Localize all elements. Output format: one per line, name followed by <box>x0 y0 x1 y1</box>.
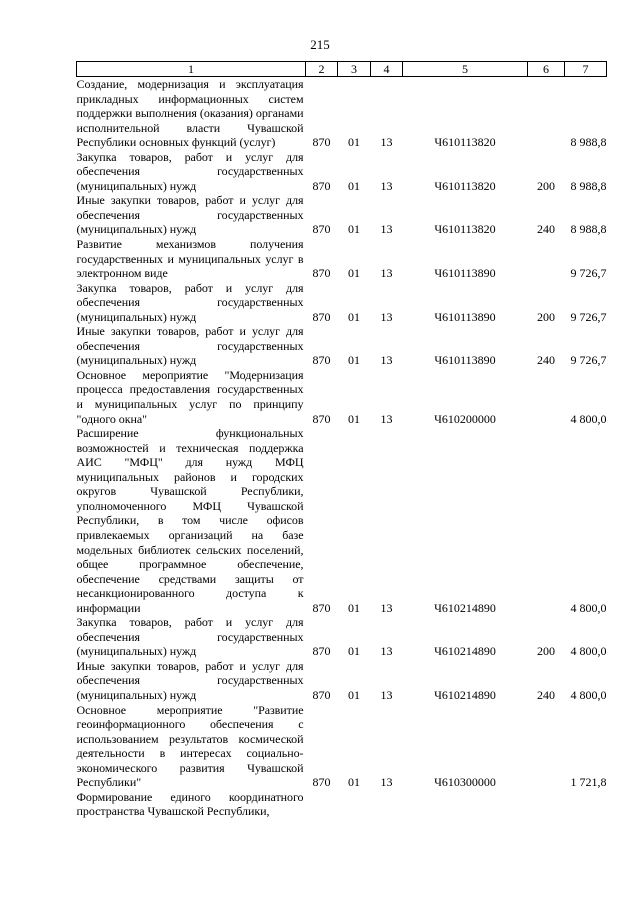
cell-col-4: 13 <box>380 411 393 426</box>
cell-col-2 <box>306 790 338 819</box>
cell-col-2: 870 <box>312 222 331 237</box>
cell-col-3: 01 <box>348 135 360 150</box>
cell-col-3: 01 <box>348 775 360 790</box>
cell-col-4: 13 <box>380 644 393 659</box>
table-body <box>77 77 607 819</box>
column-header-3: 3 <box>338 62 371 77</box>
table-row <box>77 790 607 819</box>
column-header-2: 2 <box>306 62 338 77</box>
cell-col-6: 200 <box>537 178 555 193</box>
row-name: Закупка товаров, работ и услуг для обеспечения государственных (муниципальных) нужд <box>76 280 304 324</box>
cell-col-3 <box>338 790 371 819</box>
cell-col-5: Ч610113820 <box>434 222 496 237</box>
cell-col-2: 870 <box>312 687 331 702</box>
cell-col-5: Ч610200000 <box>434 411 496 426</box>
row-name: Расширение функциональных возможностей и техническая поддержка АИС "МФЦ" для нужд МФЦ муниципальных районов и городских округов Чувашской Республики, уполномоченного МФЦ Чувашской Республики, в том числе офисов привлекаемых организаций на базе модельных библиотек сельских поселений, общее программное обеспечение, обеспечение средствами защиты от несанкционированного доступа к информации <box>76 426 304 615</box>
table-row <box>77 324 607 368</box>
row-name: Создание, модернизация и эксплуатация прикладных информационных систем поддержки выполнения (оказания) органами исполнительной власти Чувашской Республики основных функций (услуг) <box>76 77 304 150</box>
cell-col-2: 870 <box>312 135 331 150</box>
cell-col-6 <box>528 790 565 819</box>
cell-col-7 <box>565 790 607 819</box>
cell-col-5: Ч610113820 <box>434 135 496 150</box>
cell-col-5: Ч610214890 <box>434 644 496 659</box>
cell-col-5 <box>403 790 528 819</box>
cell-col-3: 01 <box>348 178 360 193</box>
cell-col-5: Ч610214890 <box>434 600 496 615</box>
row-name: Основное мероприятие "Модернизация процесса предоставления государственных и муниципальных услуг по принципу "одного окна" <box>76 367 304 426</box>
table-row <box>77 237 607 281</box>
cell-col-6: 240 <box>537 353 555 368</box>
cell-col-2: 870 <box>312 178 331 193</box>
cell-col-4: 13 <box>380 266 393 281</box>
table-row <box>77 150 607 194</box>
cell-col-3: 01 <box>348 600 360 615</box>
row-name: Иные закупки товаров, работ и услуг для обеспечения государственных (муниципальных) нужд <box>76 324 304 368</box>
cell-col-2: 870 <box>312 353 331 368</box>
cell-col-7: 8 988,8 <box>570 178 607 193</box>
cell-col-7: 4 800,0 <box>570 411 607 426</box>
cell-col-4: 13 <box>380 353 393 368</box>
cell-col-5: Ч610214890 <box>434 687 496 702</box>
column-header-6: 6 <box>528 62 565 77</box>
table-row <box>77 193 607 237</box>
cell-col-6 <box>528 703 565 790</box>
row-name: Закупка товаров, работ и услуг для обеспечения государственных (муниципальных) нужд <box>76 149 304 193</box>
cell-col-6 <box>528 368 565 426</box>
cell-col-4: 13 <box>380 135 393 150</box>
page-number: 215 <box>310 37 330 52</box>
cell-col-7: 9 726,7 <box>570 309 607 324</box>
table-row <box>77 368 607 426</box>
row-name: Основное мероприятие "Развитие геоинформационного обеспечения с использованием результатов космической деятельности в интересах социально-экономического развития Чувашской Республики" <box>76 702 304 790</box>
cell-col-7: 9 726,7 <box>570 353 607 368</box>
cell-col-2: 870 <box>312 411 331 426</box>
cell-col-3: 01 <box>348 411 360 426</box>
column-header-5: 5 <box>403 62 528 77</box>
cell-col-3: 01 <box>348 353 360 368</box>
table-row <box>77 426 607 615</box>
cell-col-4: 13 <box>380 775 393 790</box>
cell-col-7: 4 800,0 <box>570 644 607 659</box>
cell-col-6: 240 <box>537 687 555 702</box>
cell-col-2: 870 <box>312 266 331 281</box>
cell-col-6: 240 <box>537 222 555 237</box>
column-header-1: 1 <box>77 62 306 77</box>
cell-col-5: Ч610113820 <box>434 178 496 193</box>
cell-col-5: Ч610113890 <box>434 309 496 324</box>
cell-col-5: Ч610113890 <box>434 353 496 368</box>
table-row <box>77 659 607 703</box>
cell-col-7: 9 726,7 <box>570 266 607 281</box>
row-name: Развитие механизмов получения государственных и муниципальных услуг в электронном виде <box>76 237 304 281</box>
cell-col-4: 13 <box>380 600 393 615</box>
cell-col-6 <box>528 77 565 150</box>
cell-col-6 <box>528 237 565 281</box>
table-row <box>77 281 607 325</box>
column-header-7: 7 <box>565 62 607 77</box>
cell-col-2: 870 <box>312 644 331 659</box>
cell-col-3: 01 <box>348 309 360 324</box>
cell-col-4: 13 <box>380 222 393 237</box>
cell-col-3: 01 <box>348 266 360 281</box>
cell-col-2: 870 <box>312 600 331 615</box>
table-row <box>77 77 607 150</box>
cell-col-6: 200 <box>537 309 555 324</box>
cell-col-6 <box>528 426 565 615</box>
row-name: Закупка товаров, работ и услуг для обеспечения государственных (муниципальных) нужд <box>76 615 304 659</box>
cell-col-3: 01 <box>348 222 360 237</box>
cell-col-3: 01 <box>348 687 360 702</box>
cell-col-4: 13 <box>380 178 393 193</box>
cell-col-7: 4 800,0 <box>570 600 607 615</box>
cell-col-4 <box>371 790 403 819</box>
cell-col-6: 200 <box>537 644 555 659</box>
cell-col-2: 870 <box>312 309 331 324</box>
cell-col-7: 8 988,8 <box>570 135 607 150</box>
cell-col-4: 13 <box>380 687 393 702</box>
budget-table <box>76 61 607 819</box>
cell-col-3: 01 <box>348 644 360 659</box>
row-name: Иные закупки товаров, работ и услуг для обеспечения государственных (муниципальных) нужд <box>76 193 304 237</box>
table-row <box>77 615 607 659</box>
row-name: Иные закупки товаров, работ и услуг для обеспечения государственных (муниципальных) нужд <box>76 658 304 702</box>
header-row <box>77 62 607 77</box>
column-header-4: 4 <box>371 62 403 77</box>
cell-col-5: Ч610300000 <box>434 775 496 790</box>
cell-col-5: Ч610113890 <box>434 266 496 281</box>
table-header <box>77 62 607 77</box>
row-name: Формирование единого координатного пространства Чувашской Республики, <box>76 789 304 819</box>
cell-col-7: 8 988,8 <box>570 222 607 237</box>
table-row <box>77 703 607 790</box>
cell-col-7: 1 721,8 <box>570 775 607 790</box>
cell-col-7: 4 800,0 <box>570 687 607 702</box>
cell-col-4: 13 <box>380 309 393 324</box>
cell-col-2: 870 <box>312 775 331 790</box>
